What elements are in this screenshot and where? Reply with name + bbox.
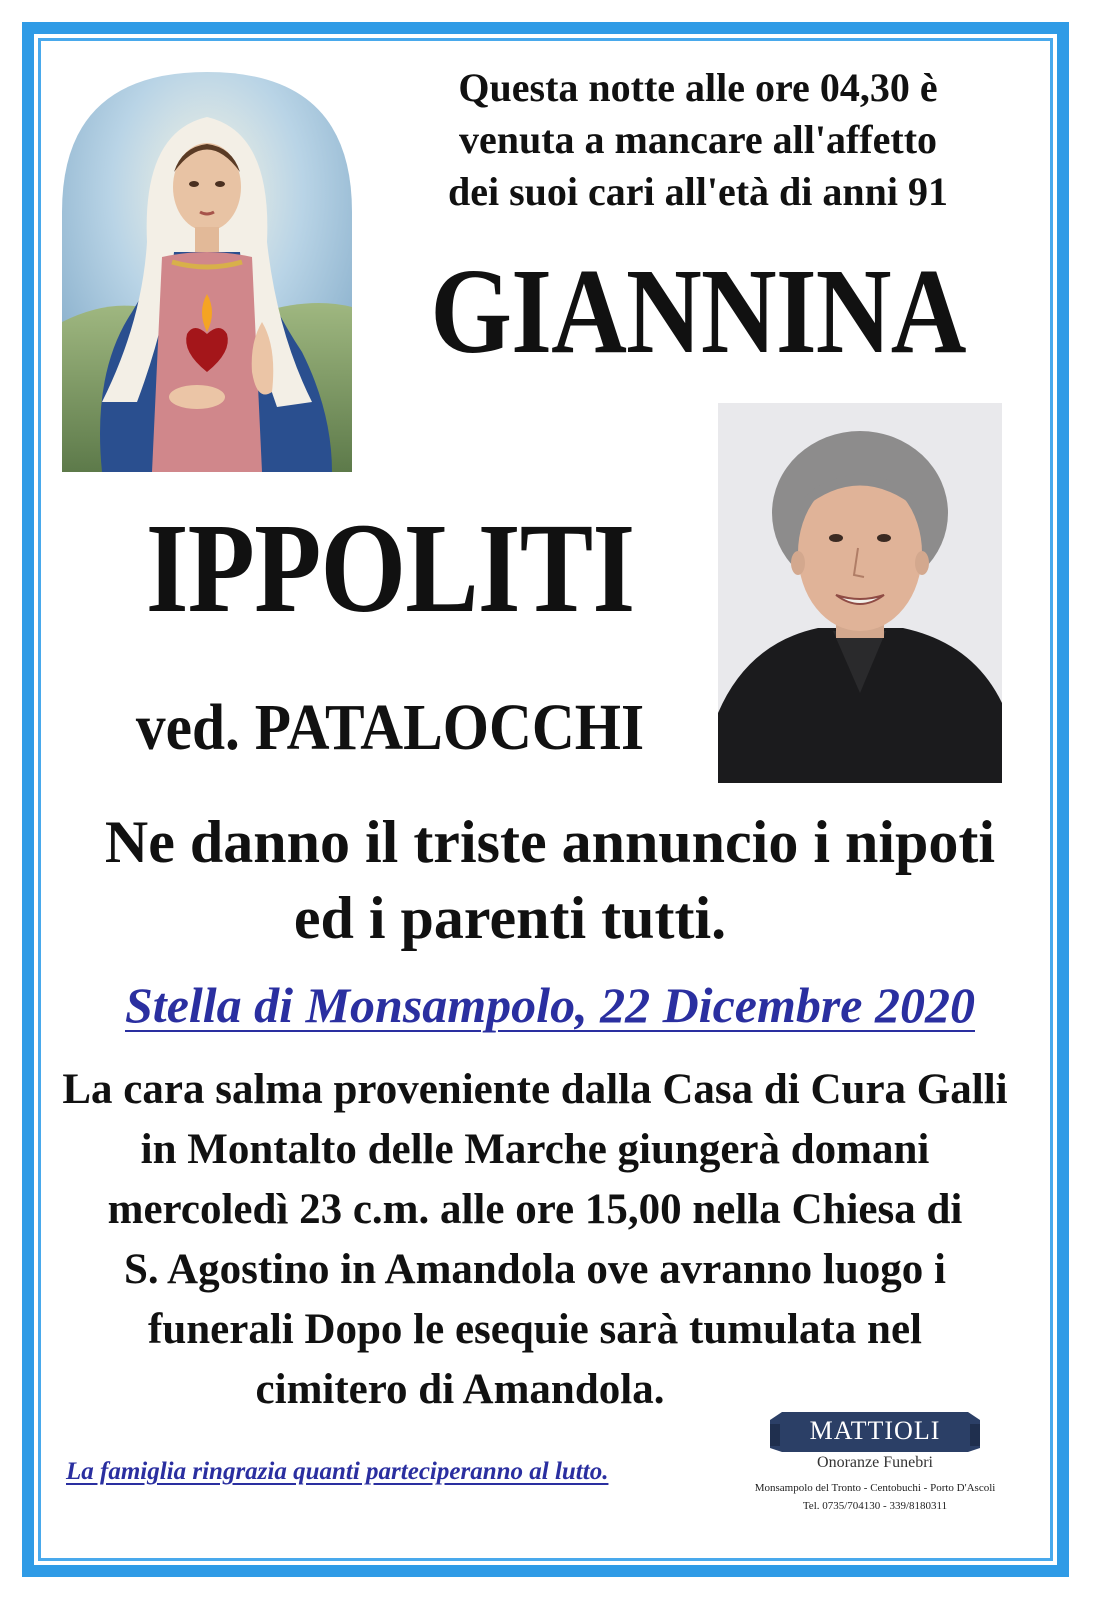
funeral-home-name: MATTIOLI bbox=[809, 1416, 941, 1445]
intro-line: dei suoi cari all'età di anni 91 bbox=[447, 169, 949, 214]
deceased-portrait-photo bbox=[718, 403, 1002, 783]
funeral-line: mercoledì 23 c.m. alle ore 15,00 nella Chiesa di bbox=[107, 1186, 963, 1233]
funeral-line: in Montalto delle Marche giungerà domani bbox=[140, 1126, 930, 1173]
intro-line: Questa notte alle ore 04,30 è bbox=[458, 65, 938, 110]
funeral-home-logo bbox=[730, 1412, 1020, 1522]
announcement-line: ed i parenti tutti. bbox=[293, 885, 727, 951]
last-name: IPPOLITI bbox=[145, 497, 635, 639]
funeral-line: S. Agostino in Amandola ove avranno luogo i bbox=[124, 1246, 946, 1293]
intro-text bbox=[388, 62, 1008, 218]
announcement-line: Ne danno il triste annuncio i nipoti bbox=[104, 809, 996, 875]
place-date: Stella di Monsampolo, 22 Dicembre 2020 bbox=[125, 977, 975, 1033]
family-thanks: La famiglia ringrazia quanti parteciperanno al lutto. bbox=[66, 1458, 609, 1485]
intro-line: venuta a mancare all'affetto bbox=[458, 117, 938, 162]
funeral-home-subtitle: Onoranze Funebri bbox=[817, 1454, 933, 1471]
funeral-line: La cara salma proveniente dalla Casa di Cura Galli bbox=[62, 1066, 1008, 1113]
funeral-home-phone: Tel. 0735/704130 - 339/8180311 bbox=[802, 1500, 948, 1512]
widow-of: ved. PATALOCCHI bbox=[135, 691, 645, 764]
funeral-home-locations: Monsampolo del Tronto - Centobuchi - Porto D'Ascoli bbox=[754, 1482, 996, 1494]
funeral-details bbox=[40, 1060, 1030, 1420]
sacred-heart-madonna-image bbox=[62, 72, 352, 472]
first-name: GIANNINA bbox=[430, 244, 966, 379]
funeral-line: funerali Dopo le esequie sarà tumulata nel bbox=[148, 1306, 922, 1353]
funeral-line: cimitero di Amandola. bbox=[255, 1366, 665, 1413]
